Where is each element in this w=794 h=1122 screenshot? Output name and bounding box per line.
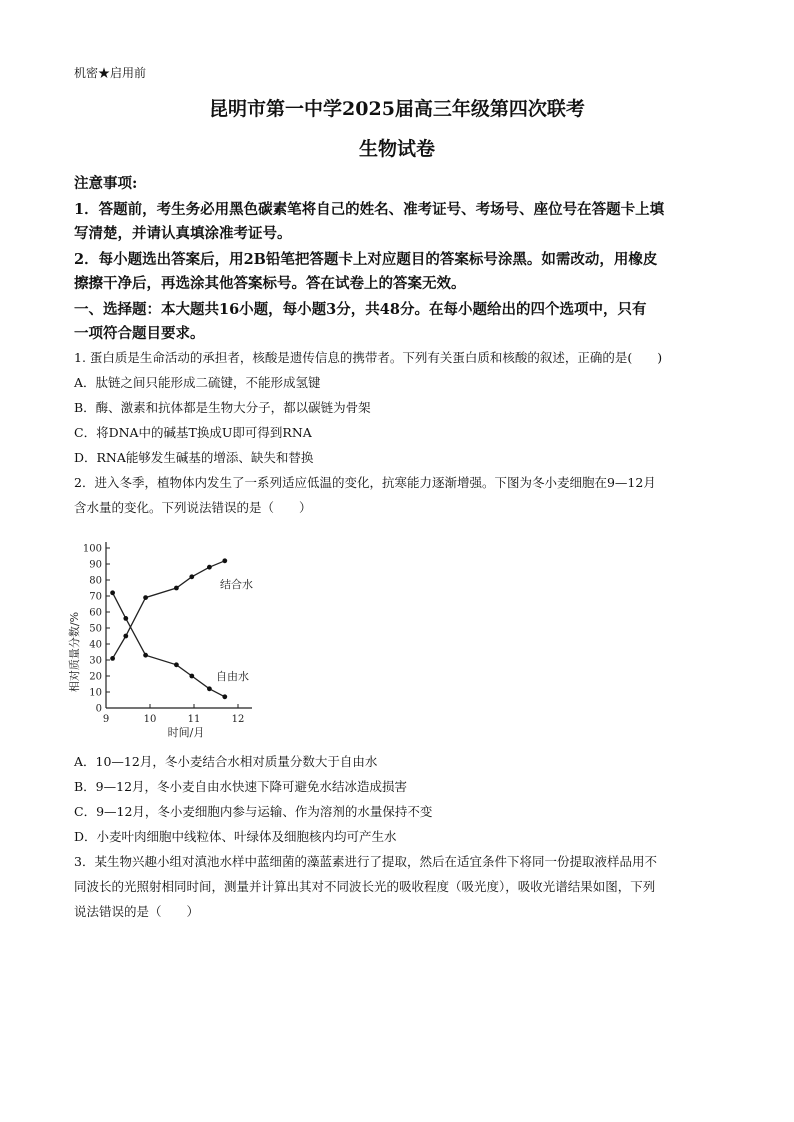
y-tick-label: 10 <box>89 687 102 699</box>
series-line-1 <box>113 593 225 697</box>
notice-item-2-line-2: 擦擦干净后，再选涂其他答案标号。答在试卷上的答案无效。 <box>74 275 466 292</box>
question-2-option-d: D．小麦叶肉细胞中线粒体、叶绿体及细胞核内均可产生水 <box>74 829 397 844</box>
y-axis-label: 相对质量分数/% <box>68 611 81 693</box>
data-point <box>222 558 227 563</box>
question-2-option-c: C．9—12月，冬小麦细胞内参与运输、作为溶剂的水量保持不变 <box>74 804 433 819</box>
data-point <box>143 653 148 658</box>
notice-item-1-line-2: 写清楚，并请认真填涂准考证号。 <box>74 225 292 242</box>
x-tick-label: 12 <box>231 714 245 725</box>
data-point <box>110 590 115 595</box>
data-point <box>189 674 194 679</box>
water-content-chart <box>66 530 286 746</box>
question-1-option-a: A．肽链之间只能形成二硫键，不能形成氢键 <box>74 375 321 390</box>
question-3-stem-line-2: 同波长的光照射相同时间，测量并计算出其对不同波长光的吸收程度（吸光度），吸收光谱结果如图，下列 <box>74 879 656 894</box>
question-1-option-c: C．将DNA中的碱基T换成U即可得到RNA <box>74 425 312 440</box>
notice-heading: 注意事项: <box>74 175 138 192</box>
question-3-stem-line-1: 3．某生物兴趣小组对滇池水样中蓝细菌的藻蓝素进行了提取，然后在适宜条件下将同一份提取液样品用不 <box>74 854 657 869</box>
question-1-option-b: B．酶、激素和抗体都是生物大分子，都以碳链为骨架 <box>74 400 371 415</box>
data-point <box>143 595 148 600</box>
y-tick-label: 90 <box>89 559 102 571</box>
data-point <box>207 686 212 691</box>
chart-series <box>113 561 225 697</box>
y-tick-label: 80 <box>89 575 102 587</box>
data-point <box>174 662 179 667</box>
series-label-bound-water: 结合水 <box>220 578 253 591</box>
data-point <box>222 694 227 699</box>
notice-item-2-line-1: 2．每小题选出答案后，用2B铅笔把答题卡上对应题目的答案标号涂黑。如需改动，用橡皮 <box>74 251 658 268</box>
y-tick-label: 100 <box>82 543 102 555</box>
y-tick-label: 40 <box>89 639 102 651</box>
question-2-stem-line-2: 含水量的变化。下列说法错误的是（ ） <box>74 500 312 515</box>
section-heading-line-2: 一项符合题目要求。 <box>74 325 205 342</box>
question-2-stem-line-1: 2．进入冬季，植物体内发生了一系列适应低温的变化，抗寒能力逐渐增强。下图为冬小麦细胞在9—12月 <box>74 475 656 490</box>
y-tick-label: 60 <box>89 607 102 619</box>
data-point <box>123 616 128 621</box>
y-tick-label: 70 <box>89 591 102 603</box>
data-point <box>189 574 194 579</box>
y-tick-label: 30 <box>89 655 102 667</box>
series-line-0 <box>113 561 225 659</box>
data-point <box>123 634 128 639</box>
x-tick-label: 11 <box>187 714 201 725</box>
notice-item-1-line-1: 1．答题前，考生务必用黑色碳素笔将自己的姓名、准考证号、考场号、座位号在答题卡上填 <box>74 201 665 218</box>
chart-axes <box>106 542 252 708</box>
data-point <box>207 565 212 570</box>
chart-points <box>110 558 227 699</box>
question-2-option-a: A．10—12月，冬小麦结合水相对质量分数大于自由水 <box>74 754 378 769</box>
section-heading-line-1: 一、选择题：本大题共16小题，每小题3分，共48分。在每小题给出的四个选项中，只有 <box>74 301 647 318</box>
x-axis-label: 时间/月 <box>167 726 205 739</box>
x-tick-label: 10 <box>143 714 157 725</box>
question-1-option-d: D．RNA能够发生碱基的增添、缺失和替换 <box>74 450 314 465</box>
y-tick-label: 50 <box>89 623 102 635</box>
x-tick-label: 9 <box>102 714 110 725</box>
y-tick-label: 0 <box>95 703 102 715</box>
exam-title: 昆明市第一中学2025届高三年级第四次联考 <box>209 98 585 120</box>
series-label-free-water: 自由水 <box>216 670 249 683</box>
question-2-option-b: B．9—12月，冬小麦自由水快速下降可避免水结冰造成损害 <box>74 779 408 794</box>
data-point <box>110 656 115 661</box>
subject-title: 生物试卷 <box>358 138 435 160</box>
question-3-stem-line-3: 说法错误的是（ ） <box>74 904 200 919</box>
data-point <box>174 586 179 591</box>
question-1-stem: 1. 蛋白质是生命活动的承担者，核酸是遗传信息的携带者。下列有关蛋白质和核酸的叙述，正确的是( ) <box>74 350 663 365</box>
y-tick-label: 20 <box>89 671 102 683</box>
x-axis-ticks <box>103 704 245 725</box>
confidential-mark: 机密★启用前 <box>74 66 147 80</box>
